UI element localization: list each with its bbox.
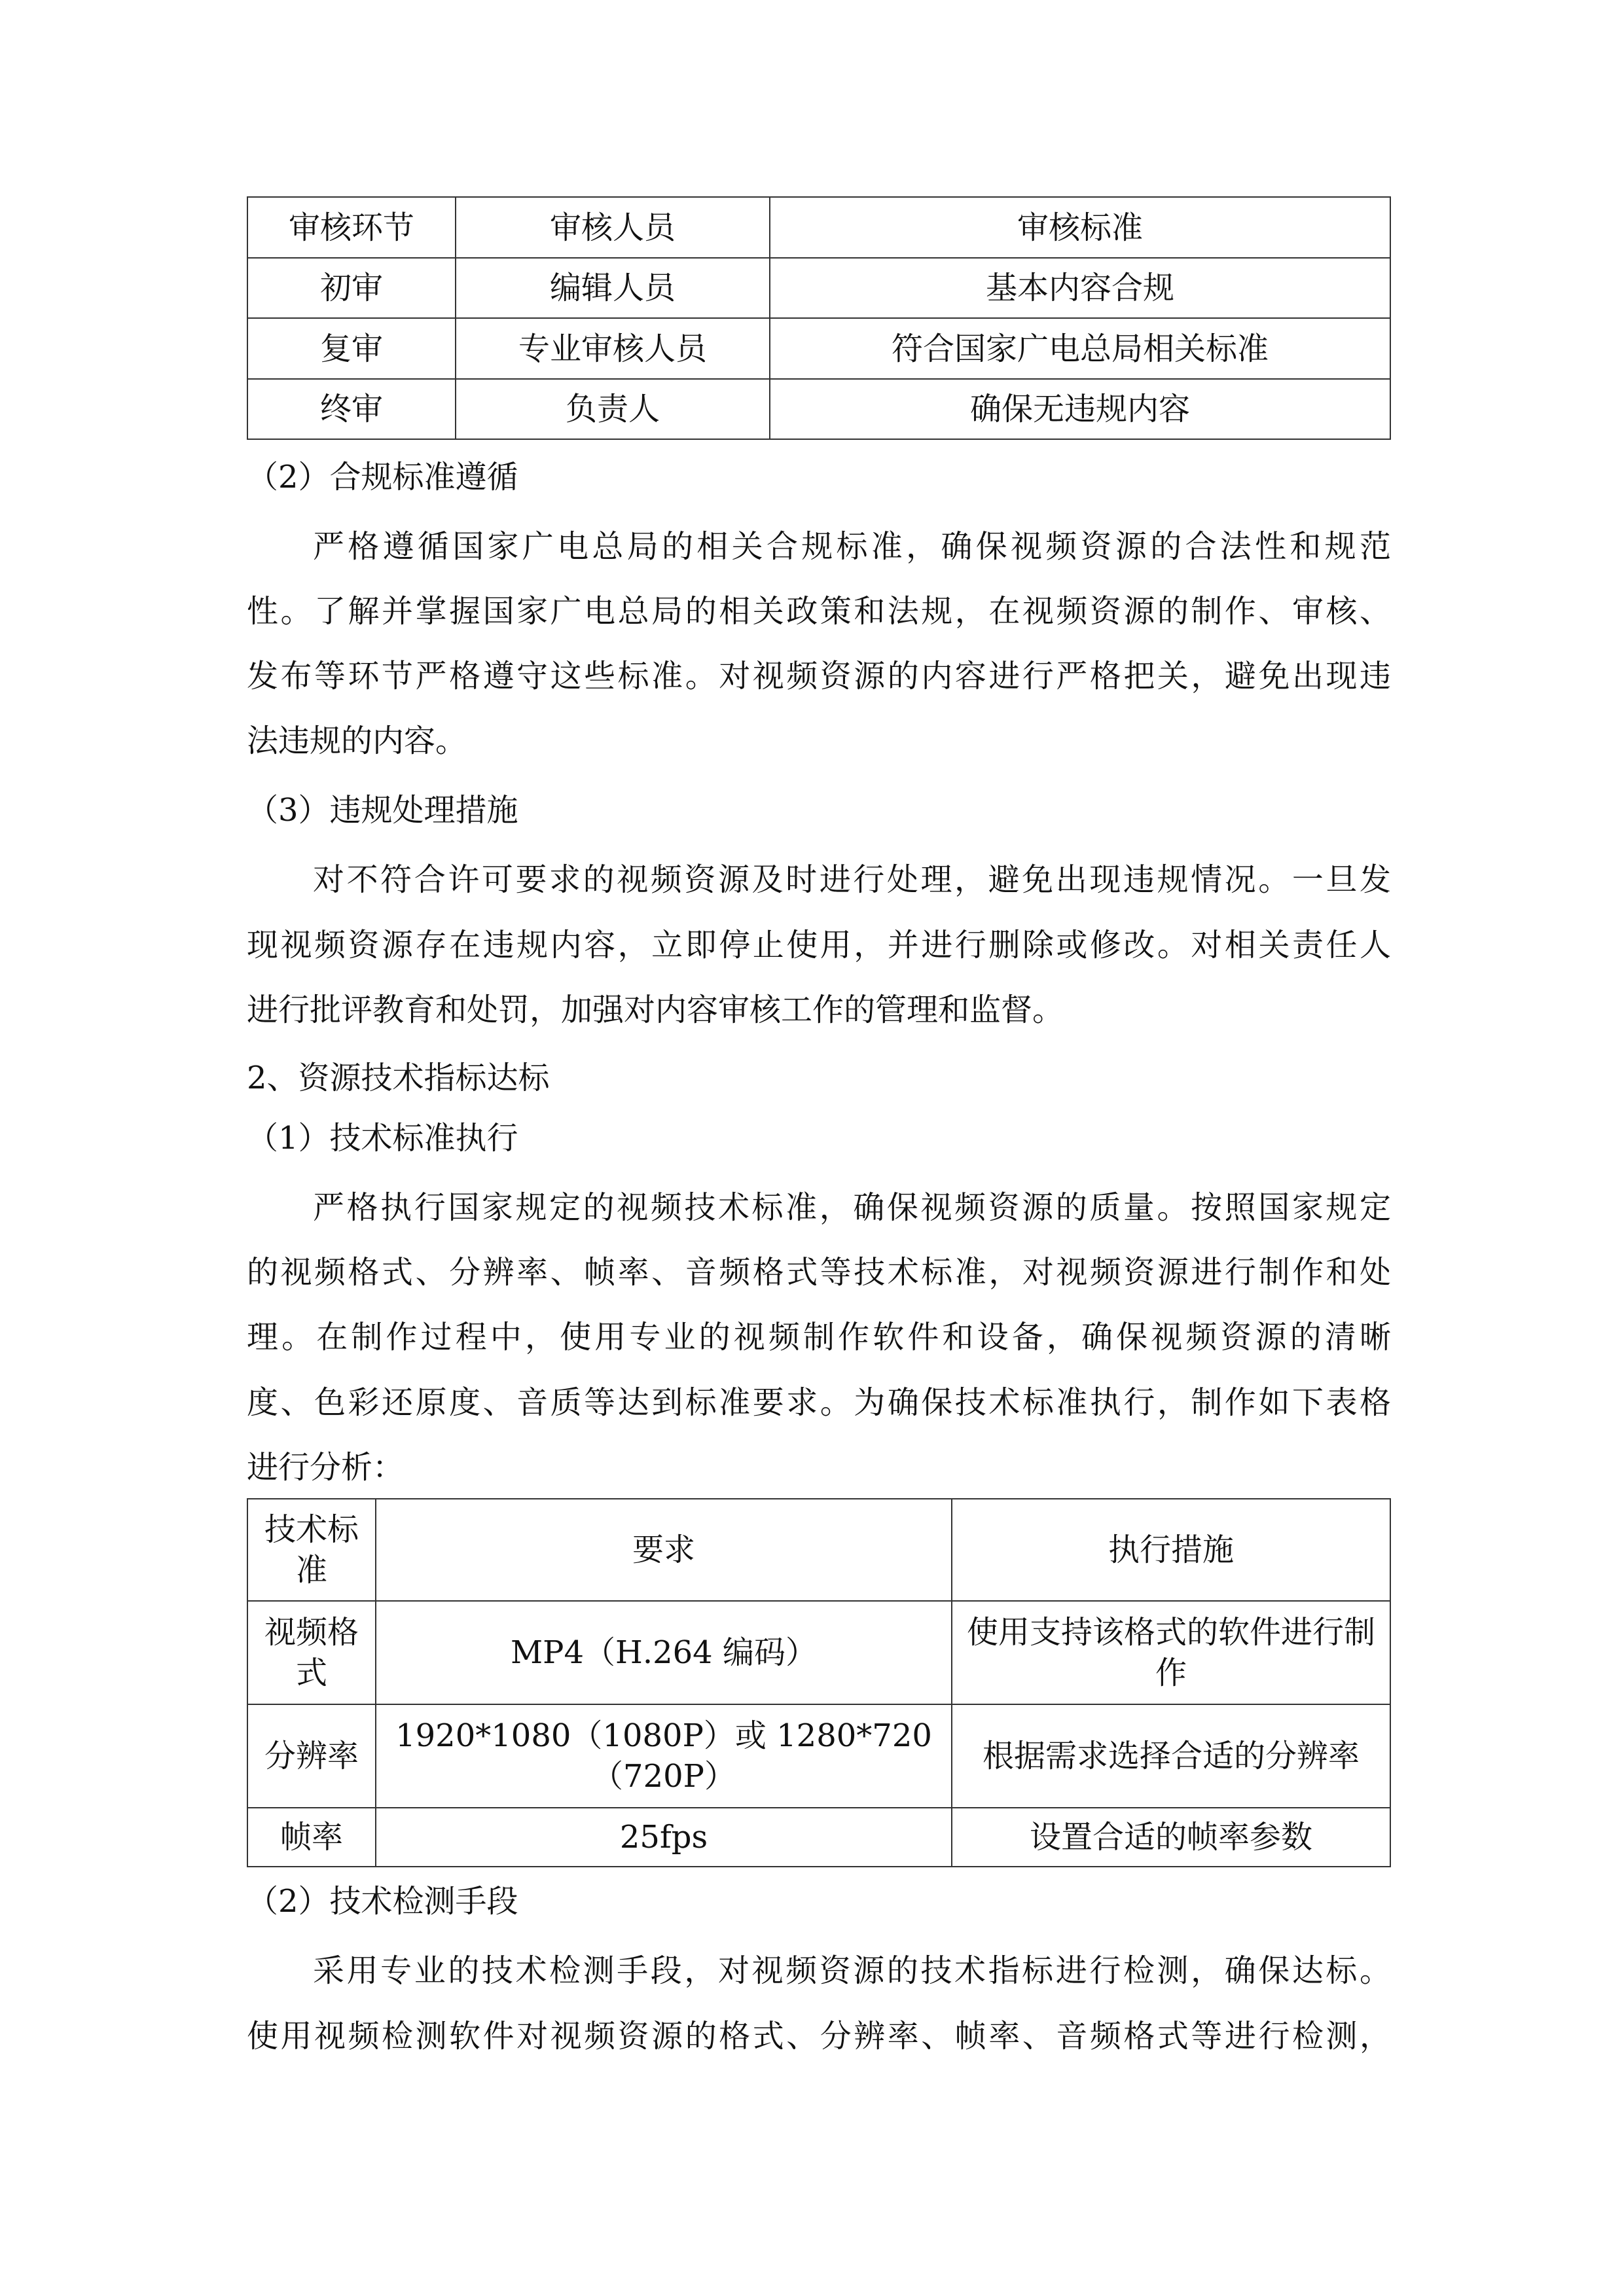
table-cell: 负责人 (456, 379, 770, 439)
table-row (247, 1601, 1390, 1704)
section-heading: 2、资源技术指标达标 (247, 1060, 550, 1096)
table-cell: MP4（H.264 编码） (376, 1601, 952, 1704)
table-row (247, 1808, 1390, 1867)
paragraph-line: 性。了解并掌握国家广电总局的相关政策和法规，在视频资源的制作、审核、 (247, 593, 1391, 630)
table-cell: 使用支持该格式的软件进行制作 (952, 1601, 1390, 1704)
table-cell: 设置合适的帧率参数 (952, 1808, 1390, 1867)
paragraph-line: 严格遵循国家广电总局的相关合规标准，确保视频资源的合法性和规范 (313, 528, 1391, 565)
table-header-cell: 技术标准 (247, 1499, 376, 1601)
table-cell: 根据需求选择合适的分辨率 (952, 1704, 1390, 1808)
table-header-cell: 审核人员 (456, 197, 770, 258)
paragraph-line: 严格执行国家规定的视频技术标准，确保视频资源的质量。按照国家规定 (313, 1189, 1391, 1226)
tech-standard-table (247, 1498, 1391, 1867)
table-cell: 视频格式 (247, 1601, 376, 1704)
subheading-violation: （3）违规处理措施 (247, 792, 518, 829)
paragraph-line: 现视频资源存在违规内容，立即停止使用，并进行删除或修改。对相关责任人 (247, 927, 1391, 963)
table-header-cell: 审核环节 (247, 197, 456, 258)
paragraph-line: 进行批评教育和处罚，加强对内容审核工作的管理和监督。 (247, 992, 1064, 1028)
subheading-compliance: （2）合规标准遵循 (247, 459, 518, 495)
table-cell: 分辨率 (247, 1704, 376, 1808)
table-cell: 25fps (376, 1808, 952, 1867)
paragraph-line: 度、色彩还原度、音质等达到标准要求。为确保技术标准执行，制作如下表格 (247, 1384, 1391, 1421)
paragraph-line: 的视频格式、分辨率、帧率、音频格式等技术标准，对视频资源进行制作和处 (247, 1254, 1391, 1291)
subheading-tech-standard: （1）技术标准执行 (247, 1120, 518, 1157)
paragraph-line: 采用专业的技术检测手段，对视频资源的技术指标进行检测，确保达标。 (313, 1952, 1391, 1989)
table-row (247, 1704, 1390, 1808)
table-cell: 基本内容合规 (770, 258, 1390, 318)
table-cell: 终审 (247, 379, 456, 439)
table-header-cell: 要求 (376, 1499, 952, 1601)
table-cell: 编辑人员 (456, 258, 770, 318)
table-header-cell: 审核标准 (770, 197, 1390, 258)
review-table (247, 196, 1391, 440)
table-cell: 帧率 (247, 1808, 376, 1867)
paragraph-line: 法违规的内容。 (247, 723, 467, 759)
paragraph-line: 进行分析： (247, 1449, 405, 1486)
paragraph-line: 理。在制作过程中，使用专业的视频制作软件和设备，确保视频资源的清晰 (247, 1319, 1391, 1355)
table-cell: 确保无违规内容 (770, 379, 1390, 439)
paragraph-line: 使用视频检测软件对视频资源的格式、分辨率、帧率、音频格式等进行检测， (247, 2018, 1391, 2054)
table-cell: 初审 (247, 258, 456, 318)
table-row (247, 318, 1390, 379)
table-cell: 1920*1080（1080P）或 1280*720（720P） (376, 1704, 952, 1808)
subheading-tech-detection: （2）技术检测手段 (247, 1883, 518, 1920)
table-row (247, 258, 1390, 318)
table-cell: 符合国家广电总局相关标准 (770, 318, 1390, 379)
paragraph-line: 发布等环节严格遵守这些标准。对视频资源的内容进行严格把关，避免出现违 (247, 658, 1391, 694)
table-header-cell: 执行措施 (952, 1499, 1390, 1601)
table-row (247, 379, 1390, 439)
table-cell: 复审 (247, 318, 456, 379)
table-header-row (247, 197, 1390, 258)
table-header-row (247, 1499, 1390, 1601)
table-cell: 专业审核人员 (456, 318, 770, 379)
paragraph-line: 对不符合许可要求的视频资源及时进行处理，避免出现违规情况。一旦发 (313, 861, 1391, 898)
